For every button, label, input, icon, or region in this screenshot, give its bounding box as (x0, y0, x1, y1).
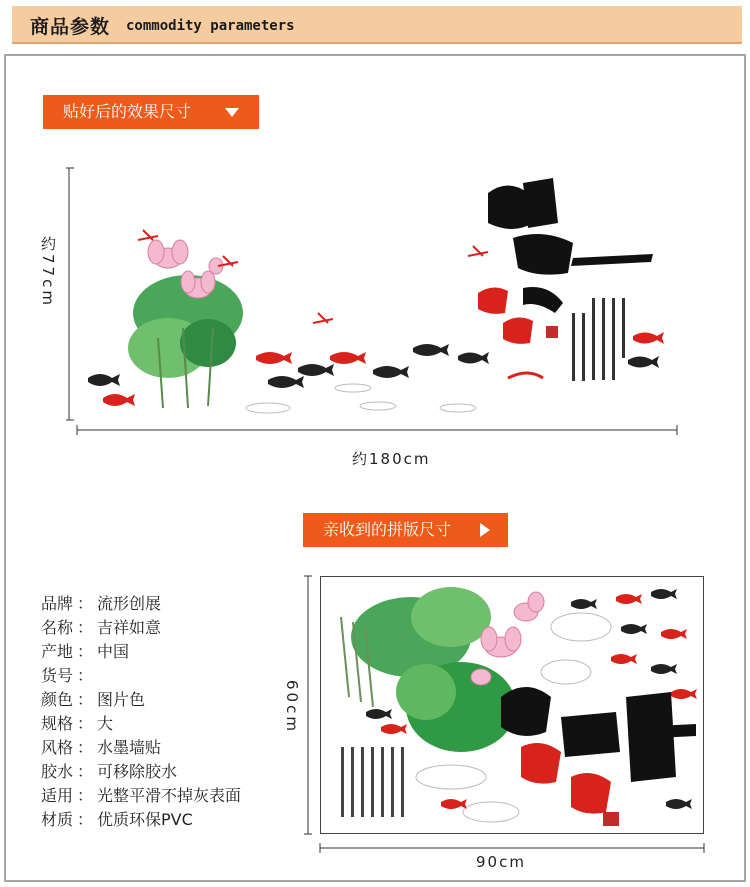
seal-stamp (546, 326, 558, 338)
spec-row-item-no: 货号 ： (41, 666, 94, 685)
spec-row-size: 规格 ： 大 (41, 714, 114, 733)
spec-row-origin: 产地 ： 中国 (41, 642, 130, 661)
received-size-tag-label: 亲收到的拼版尺寸 (323, 520, 452, 539)
spec-row-surface: 适用 ： 光整平滑不掉灰表面 (41, 786, 242, 805)
spec-row-name: 名称 ： 吉祥如意 (41, 618, 162, 637)
wall-sticker-preview (68, 168, 678, 423)
spec-row-style: 风格 ： 水墨墙贴 (41, 738, 162, 757)
spec-row-glue: 胶水 ： 可移除胶水 (41, 762, 178, 781)
received-height-label: 60cm (283, 680, 301, 734)
water-ripples (246, 384, 476, 413)
received-width-label: 90cm (476, 853, 526, 871)
effect-width-label: 约180cm (352, 450, 431, 468)
received-size-tag (303, 513, 508, 547)
caret-right-icon (480, 523, 490, 537)
spec-row-brand: 品牌 ： 流形创展 (41, 594, 162, 613)
sticker-sheet-preview (320, 576, 704, 834)
spec-list (41, 592, 241, 832)
poem-text-columns (572, 298, 625, 381)
sticker-sheet-art (321, 577, 704, 834)
calligraphy-art (478, 178, 653, 378)
header-title-cn: 商品参数 (30, 16, 111, 38)
spec-row-material: 材质 ： 优质环保PVC (41, 810, 193, 829)
header-title-en: commodity parameters (126, 18, 295, 34)
effect-height-label: 约77cm (39, 236, 57, 308)
effect-size-tag-label: 贴好后的效果尺寸 (63, 102, 192, 121)
spec-row-color: 颜色 ： 图片色 (41, 690, 146, 709)
